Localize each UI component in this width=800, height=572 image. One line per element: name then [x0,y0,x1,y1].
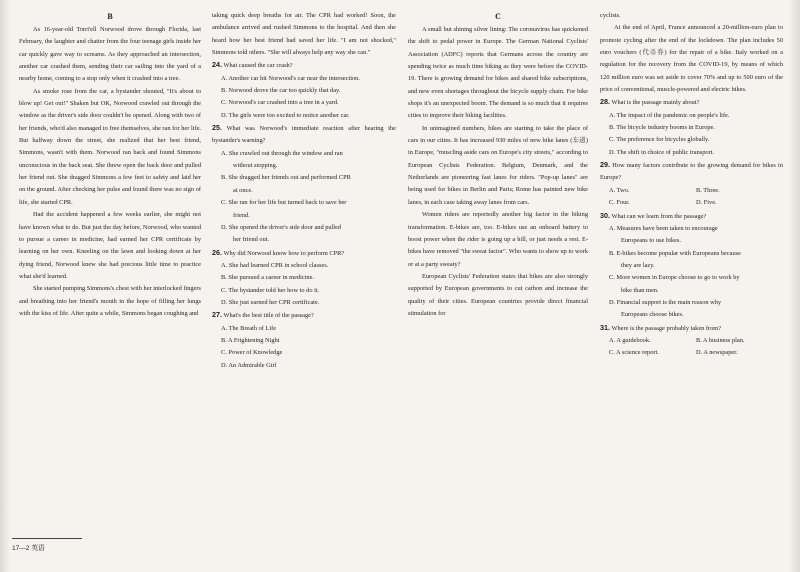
option-c[interactable]: C. Four. [609,199,630,207]
option-d[interactable]: D. The shift in choice of public transport. [609,148,715,156]
passage-c-paragraph-4: European Cyclists' Federation states that bikes are also strongly supported by European governments to cut carbon and increase the quality of their cities. European countries provide direct financial stimulation for [408,272,588,317]
question-number: 25. [212,123,222,133]
option-d[interactable]: D. The girls were too excited to notice another car. [221,111,350,119]
option-b-line-1: B. E-bikes become popular with Europeans because [609,249,741,257]
question-28 [600,96,783,159]
option-b[interactable]: B. The bicycle industry booms in Europe. [609,124,715,132]
options-row-1 [600,335,783,347]
option-a-line-2: without stopping. [233,162,278,170]
option-c-line-1: C. She ran for her life but turned back to save her [221,199,347,207]
options-row-1 [600,185,783,197]
option-a[interactable]: A. Two. [609,186,630,194]
section-b-title: B [107,12,113,21]
option-b-line-2: at once. [233,186,253,194]
question-stem: What was Norwood's immediate reaction after hearing the bystander's warning? [212,125,396,145]
option-d-line-2: her friend out. [233,236,270,244]
question-stem: Why did Norwood know how to perform CPR? [223,249,345,257]
option-c[interactable]: C. The preference for bicycles globally. [609,136,710,144]
option-c[interactable] [212,197,396,222]
option-d-line-1: D. She opened the driver's side door and pulled [221,223,342,231]
option-a[interactable] [600,223,783,248]
question-stem: What's the best title of the passage? [223,312,314,320]
option-a[interactable] [212,148,396,173]
option-d[interactable]: D. A newspaper. [696,349,738,357]
question-stem: What is the passage mainly about? [611,99,700,107]
option-c[interactable]: C. Power of Knowledge [221,349,283,357]
question-stem: What can we learn from the passage? [611,212,707,220]
option-c-line-1: C. More women in Europe choose to go to work by [609,274,740,282]
page-number: 17—2 [12,545,30,552]
question-number: 29. [600,160,610,170]
option-d-line-2: Europeans choose bikes. [621,311,684,319]
option-a-line-1: A. Measures have been taken to encourage [609,224,718,232]
column-2 [212,10,396,372]
option-a[interactable]: A. A guidebook. [609,336,651,344]
option-c-line-2: friend. [233,211,250,219]
question-number: 31. [600,322,610,332]
passage-c-paragraph-3: Women riders are reportedly another big factor in the biking transformation. E-bikes are, too. E-bikes use an onboard battery to boost power when the rider is going up a hill, or just needs a rest. E-bikes have removed "the sweat factor". Who wants to show up to work or at a party sweaty? [408,211,589,268]
option-a[interactable]: A. The Breath of Life [221,324,277,332]
subject-label: 英语 [31,545,45,552]
option-d[interactable]: D. Five. [696,199,717,207]
passage-b-paragraph-1: As 16-year-old Torri'ell Norwood drove through Florida, last February, the laughter and chatter from the four teenage girls inside her car quickly gave way to screams. As they approached an intersection, another car crashed them, sending their car sailing into the yard of a nearby home, coming to a stop only when it crashed into a tree. [19,26,201,83]
option-b[interactable]: B. Three. [696,186,720,194]
question-number: 24. [212,60,222,70]
option-a[interactable]: A. She had learned CPR in school classes. [221,261,329,269]
option-d[interactable]: D. She just earned her CPR certificate. [221,298,320,306]
question-24 [212,59,396,122]
option-a-line-2: Europeans to use bikes. [621,237,681,245]
options-row-2 [600,197,783,209]
passage-c-paragraph-5: At the end of April, France announced a 20-million-euro plan to promote cycling after the end of the lockdown. The plan includes 50 euro vouchers (代币券) for the repair of a bike. Italy worked on a regulation for the recovery from the COVID-19, by means of which 120 million euro was set aside to cover 70% and up to 500 euro of the price of conventional, muscle-powered and electric bikes. [600,24,783,94]
option-d[interactable] [600,297,783,322]
option-c[interactable]: C. Norwood's car crashed into a tree in a yard. [221,99,339,107]
option-d[interactable] [212,222,396,247]
option-c[interactable] [600,272,783,297]
passage-b-paragraph-4: She started pumping Simmons's chest with her interlocked fingers and breathing into her friend's mouth in the hope of filling her lungs with the kiss of life. After quite a while, Simmons began coughing and [19,285,201,317]
column-4 [600,10,783,360]
question-stem: How many factors contribute to the growing demand for bikes in Europe? [600,162,783,182]
question-number: 27. [212,310,222,320]
passage-b-paragraph-4-continued: taking quick deep breaths for air. The CPR had worked! Soon, the ambulance arrived and rushed Simmons to the hospital. And then she heard how her best friend had saved her life. "I am not shocked," Simmons told others. "She will always help any way she can." [212,12,396,57]
option-c[interactable]: C. A science report. [609,349,659,357]
option-c[interactable]: C. The bystander told her how to do it. [221,286,320,294]
options-row-2 [600,347,783,359]
option-b[interactable]: B. Norwood drove the car too quickly that day. [221,87,341,95]
passage-b-paragraph-2: As smoke rose from the car, a bystander shouted, "It's about to blow up! Get out!" Shaken but OK, Norwood crawled out through the window as the driver's side door couldn't be opened. Along with two of her friends, who'd also managed to free themselves, she ran for her life. But halfway down the street, she realized that her best friend, Simmons, wasn't with them. Norwood ran back and found Simmons unconscious in the back seat. She threw open the back door and pulled her friend out. She dragged Simmons a few feet to safety and laid her on the ground. After checking her pulse and found there was no sign of life, she started CPR. [19,87,201,206]
column-1 [19,10,201,320]
option-d[interactable]: D. An Admirable Girl [221,361,277,369]
option-b-line-2: they are lazy. [621,261,655,269]
option-b[interactable] [600,248,783,273]
option-b[interactable]: B. A Frightening Night [221,336,280,344]
option-d-line-1: D. Financial support is the main reason why [609,298,722,306]
option-b[interactable]: B. A business plan. [696,336,745,344]
passage-b-paragraph-3: Had the accident happened a few weeks earlier, she might not have known what to do. But just the day before, Norwood, who wanted to pursue a career in medicine, had earned her CPR certificate by learning on her own. Kneeling on the lawn and looking down at her dying friend, Norwood knew she had precious little time to practice what she'd learned. [19,211,201,280]
scan-shadow-right [788,0,800,572]
question-number: 30. [600,210,610,220]
question-31 [600,322,783,360]
option-a-line-1: A. She crawled out through the window and ran [221,149,343,157]
question-stem: What caused the car crash? [223,62,293,70]
passage-c-paragraph-2: In unimagined numbers, bikes are starting to take the place of cars in our cities. It has increased 930 miles of new bike lanes (车道) in Europe, "muscling aside cars on Europe's city streets," according to European Cyclists Federation. Belgium, Denmark, and the Netherlands are pioneering fast lanes for riders. "Pop-up lanes" are being used for bikes in Berlin and Paris; Rome has painted new bike lanes, in each case taking away lanes from cars. [408,124,588,206]
column-3 [408,10,588,320]
scan-shadow-left [0,0,10,572]
option-c-line-2: bike than men. [621,286,659,294]
question-stem: Where is the passage probably taken from? [611,324,722,332]
question-27 [212,309,396,372]
passage-c-paragraph-4-continued: cyclists. [600,12,621,19]
question-25 [212,122,396,246]
option-b-line-1: B. She dragged her friends out and performed CPR [221,174,351,182]
question-29 [600,159,783,209]
option-a[interactable]: A. The impact of the pandemic on people's life. [609,111,730,119]
question-26 [212,247,396,310]
option-b[interactable]: B. She pursued a career in medicine. [221,274,315,282]
option-b[interactable] [212,172,396,197]
section-c-title: C [495,12,501,21]
passage-c-paragraph-1: A small but shining silver lining: The coronavirus has quickened the shift to pedal power in Europe. The German National Cyclists' Association (ADFC) reports that Germans across the country are spending twice as much time biking as they were before the COVID-19. There is growing demand for bikes and shared bike subscriptions, and new even shortages throughout the bicycle supply chain. For bike shops it's an unexpected boom. The demand is so much that it requires cities to improve their biking facilities. [408,26,588,120]
option-a[interactable]: A. Another car hit Norwood's car near the intersection. [221,74,360,82]
question-30 [600,210,783,322]
question-number: 26. [212,247,222,257]
question-number: 28. [600,97,610,107]
page-footer [12,538,82,552]
